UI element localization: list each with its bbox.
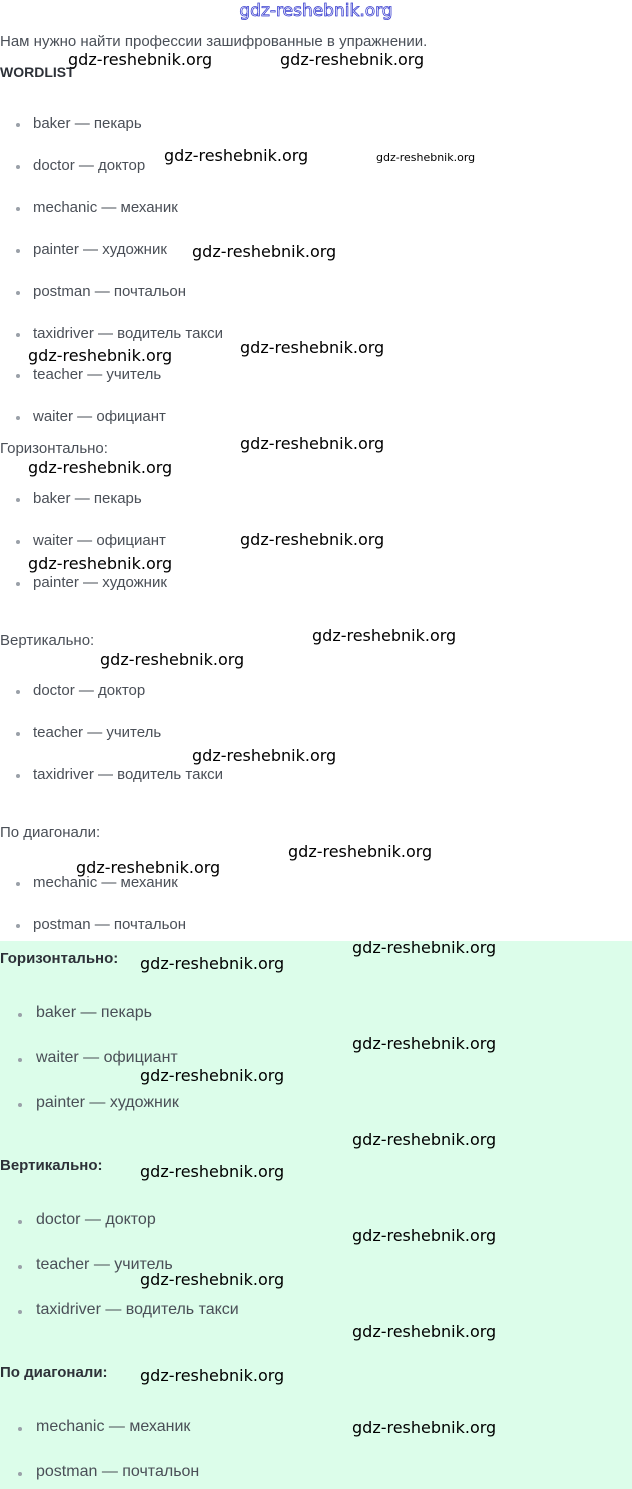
bullet-icon (16, 690, 20, 694)
section-heading-diagonal: По диагонали: (0, 824, 101, 841)
watermark: gdz-reshebnik.org (376, 151, 476, 164)
watermark: gdz-reshebnik.org (28, 346, 173, 365)
watermark: gdz-reshebnik.org (288, 842, 433, 861)
watermark: gdz-reshebnik.org (68, 50, 213, 69)
watermark: gdz-reshebnik.org (352, 1322, 497, 1341)
watermark: gdz-reshebnik.org (240, 434, 385, 453)
section-heading-horizontal: Горизонтально: (0, 440, 108, 457)
bullet-icon (16, 774, 20, 778)
watermark: gdz-reshebnik.org (352, 1418, 497, 1437)
bullet-icon (16, 882, 20, 886)
watermark: gdz-reshebnik.org (140, 954, 285, 973)
bullet-icon (18, 1058, 22, 1062)
bullet-icon (16, 582, 20, 586)
bullet-icon (16, 416, 20, 420)
bullet-icon (16, 291, 20, 295)
watermark: gdz-reshebnik.org (140, 1162, 285, 1181)
watermark: gdz-reshebnik.org (352, 1130, 497, 1149)
bullet-icon (16, 924, 20, 928)
wordlist-label: WORDLIST (0, 64, 75, 80)
section-heading-vertical: Вертикально: (0, 632, 95, 649)
bullet-icon (16, 732, 20, 736)
watermark: gdz-reshebnik.org (140, 1066, 285, 1085)
watermark: gdz-reshebnik.org (280, 50, 425, 69)
bullet-icon (18, 1472, 22, 1476)
watermark: gdz-reshebnik.org (240, 338, 385, 357)
watermark: gdz-reshebnik.org (240, 530, 385, 549)
watermark: gdz-reshebnik.org (312, 626, 457, 645)
answer-heading-diagonal: По диагонали: (0, 1364, 108, 1381)
watermark: gdz-reshebnik.org (100, 650, 245, 669)
bullet-icon (18, 1265, 22, 1269)
watermark: gdz-reshebnik.org (192, 242, 337, 261)
watermark: gdz-reshebnik.org (352, 938, 497, 957)
bullet-icon (18, 1310, 22, 1314)
watermark: gdz-reshebnik.org (28, 554, 173, 573)
answer-box: Горизонтально: baker — пекарь waiter — официант painter — художник Вертикально: doctor — доктор teacher — учитель taxidriver — водитель такси По диагонали: mechanic — механик postman — почтальон (0, 941, 632, 1489)
bullet-icon (18, 1427, 22, 1431)
bullet-icon (18, 1013, 22, 1017)
bullet-icon (16, 207, 20, 211)
bullet-icon (16, 249, 20, 253)
watermark: gdz-reshebnik.org (352, 1226, 497, 1245)
watermark: gdz-reshebnik.org (140, 1270, 285, 1289)
watermark: gdz-reshebnik.org (164, 146, 309, 165)
watermark: gdz-reshebnik.org (28, 458, 173, 477)
watermark: gdz-reshebnik.org (140, 1366, 285, 1385)
bullet-icon (16, 498, 20, 502)
intro-text: Нам нужно найти профессии зашифрованные в упражнении. (0, 33, 428, 50)
watermark: gdz-reshebnik.org (192, 746, 337, 765)
bullet-icon (16, 165, 20, 169)
bullet-icon (16, 333, 20, 337)
bullet-icon (18, 1220, 22, 1224)
bullet-icon (18, 1103, 22, 1107)
watermark-top: gdz-reshebnik.org (239, 1, 393, 21)
bullet-icon (16, 374, 20, 378)
answer-heading-horizontal: Горизонтально: (0, 950, 119, 967)
bullet-icon (16, 540, 20, 544)
bullet-icon (16, 123, 20, 127)
watermark: gdz-reshebnik.org (76, 858, 221, 877)
answer-heading-vertical: Вертикально: (0, 1157, 103, 1174)
watermark: gdz-reshebnik.org (352, 1034, 497, 1053)
